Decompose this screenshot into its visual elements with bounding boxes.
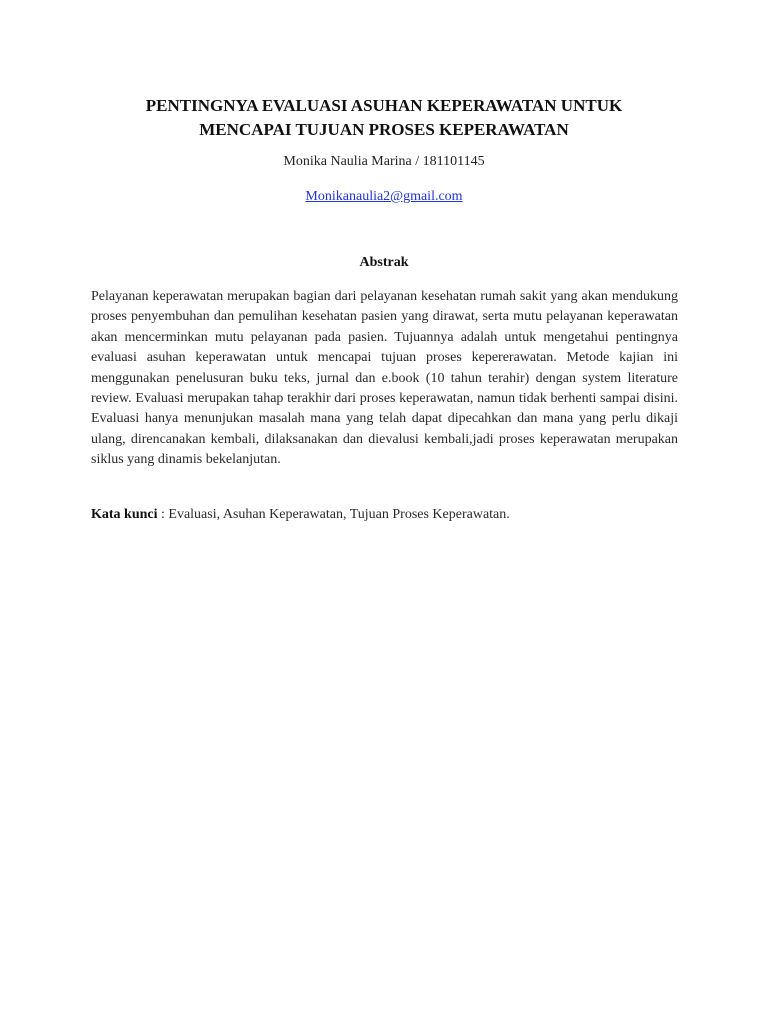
keywords-separator: : xyxy=(157,507,169,522)
paper-title xyxy=(60,94,708,142)
keywords-line xyxy=(91,505,678,525)
abstract-heading: Abstrak xyxy=(359,255,409,270)
keywords-text: Evaluasi, Asuhan Keperawatan, Tujuan Proses Keperawatan. xyxy=(168,507,510,522)
paper-title-line-2: MENCAPAI TUJUAN PROSES KEPERAWATAN xyxy=(199,120,569,139)
author-line: Monika Naulia Marina / 181101145 xyxy=(283,154,485,169)
author-email xyxy=(60,188,708,206)
abstract-body: Pelayanan keperawatan merupakan bagian dari pelayanan kesehatan rumah sakit yang akan mendukung proses penyembuhan dan pemulihan kesehatan pasien yang dirawat, serta mutu pelayanan keperawatan akan mencerminkan mutu pelayanan pada pasien. Tujuannya adalah untuk mengetahui pentingnya evaluasi asuhan keperawatan untuk mencapai tujuan proses kepererawatan. Metode kajian ini menggunakan penelusuran buku teks, jurnal dan e.book (10 tahun terahir) dengan system literature review. Evaluasi merupakan tahap terakhir dari proses keperawatan, namun tidak berhenti sampai disini. Evaluasi hanya menunjukan masalah mana yang telah dapat dipecahkan dan mana yang perlu dikaji ulang, direncanakan kembali, dilaksanakan dan dievalusi kembali,jadi proses keperawatan merupakan siklus yang dinamis bekelanjutan. xyxy=(91,289,678,468)
paper-title-line-1: PENTINGNYA EVALUASI ASUHAN KEPERAWATAN UNTUK xyxy=(145,96,623,115)
email-link[interactable]: Monikanaulia2@gmail.com xyxy=(305,189,463,204)
keywords-label: Kata kunci xyxy=(91,507,158,522)
